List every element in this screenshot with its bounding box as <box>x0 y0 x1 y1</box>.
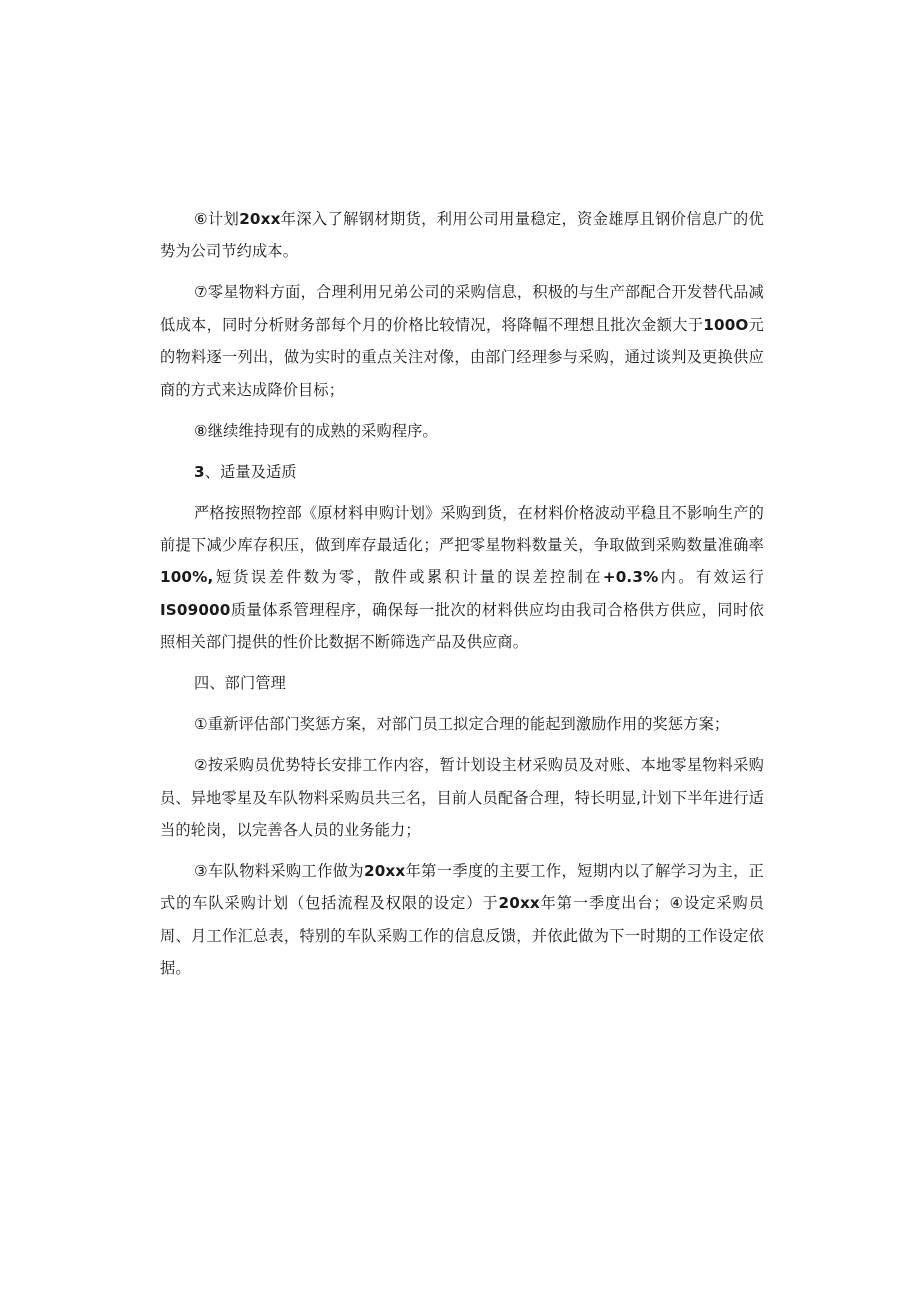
paragraph-reward-plan: ①重新评估部门奖惩方案，对部门员工拟定合理的能起到激励作用的奖惩方案； <box>194 715 730 734</box>
paragraph-futures-plan: ⑥计划20xx年深入了解钢材期货，利用公司用量稳定，资金雄厚且钢价信息广的优势为公司节约成本。 <box>160 210 764 261</box>
paragraph-fleet-procurement: ③车队物料采购工作做为20xx年第一季度的主要工作，短期内以了解学习为主，正式的车队采购计划（包括流程及权限的设定）于20xx年第一季度出台；④设定采购员周、月工作汇总表，特别的车队采购工作的信息反馈，并依此做为下一时期的工作设定依据。 <box>160 862 765 978</box>
section-heading-department-management: 四、部门管理 <box>194 674 287 693</box>
paragraph-sundry-materials: ⑦零星物料方面，合理利用兄弟公司的采购信息，积极的与生产部配合开发替代品减低成本，同时分析财务部每个月的价格比较情况，将降幅不理想且批次金额大于100O元的物料逐一列出，做为实时的重点关注对像，由部门经理参与采购，通过谈判及更换供应商的方式来达成降价目标； <box>160 283 765 399</box>
paragraph-staff-allocation: ②按采购员优势特长安排工作内容，暂计划设主材采购员及对账、本地零星物料采购员、异地零星及车队物料采购员共三名，目前人员配备合理，特长明显,计划下半年进行适当的轮岗，以完善各人员的业务能力； <box>160 756 764 840</box>
section-heading-quantity-quality: 3、适量及适质 <box>194 462 297 481</box>
paragraph-maintain-procedure: ⑧继续维持现有的成熟的采购程序。 <box>194 421 438 440</box>
document-body <box>160 203 764 993</box>
paragraph-quantity-quality: 严格按照物控部《原材料申购计划》采购到货，在材料价格波动平稳且不影响生产的前提下减少库存积压，做到库存最适化；严把零星物料数量关，争取做到采购数量准确率100%,短货误差件数为零，散件或累积计量的误差控制在+0.3%内。有效运行IS09000质量体系管理程序，确保每一批次的材料供应均由我司合格供方供应，同时依照相关部门提供的性价比数据不断筛选产品及供应商。 <box>160 503 764 652</box>
